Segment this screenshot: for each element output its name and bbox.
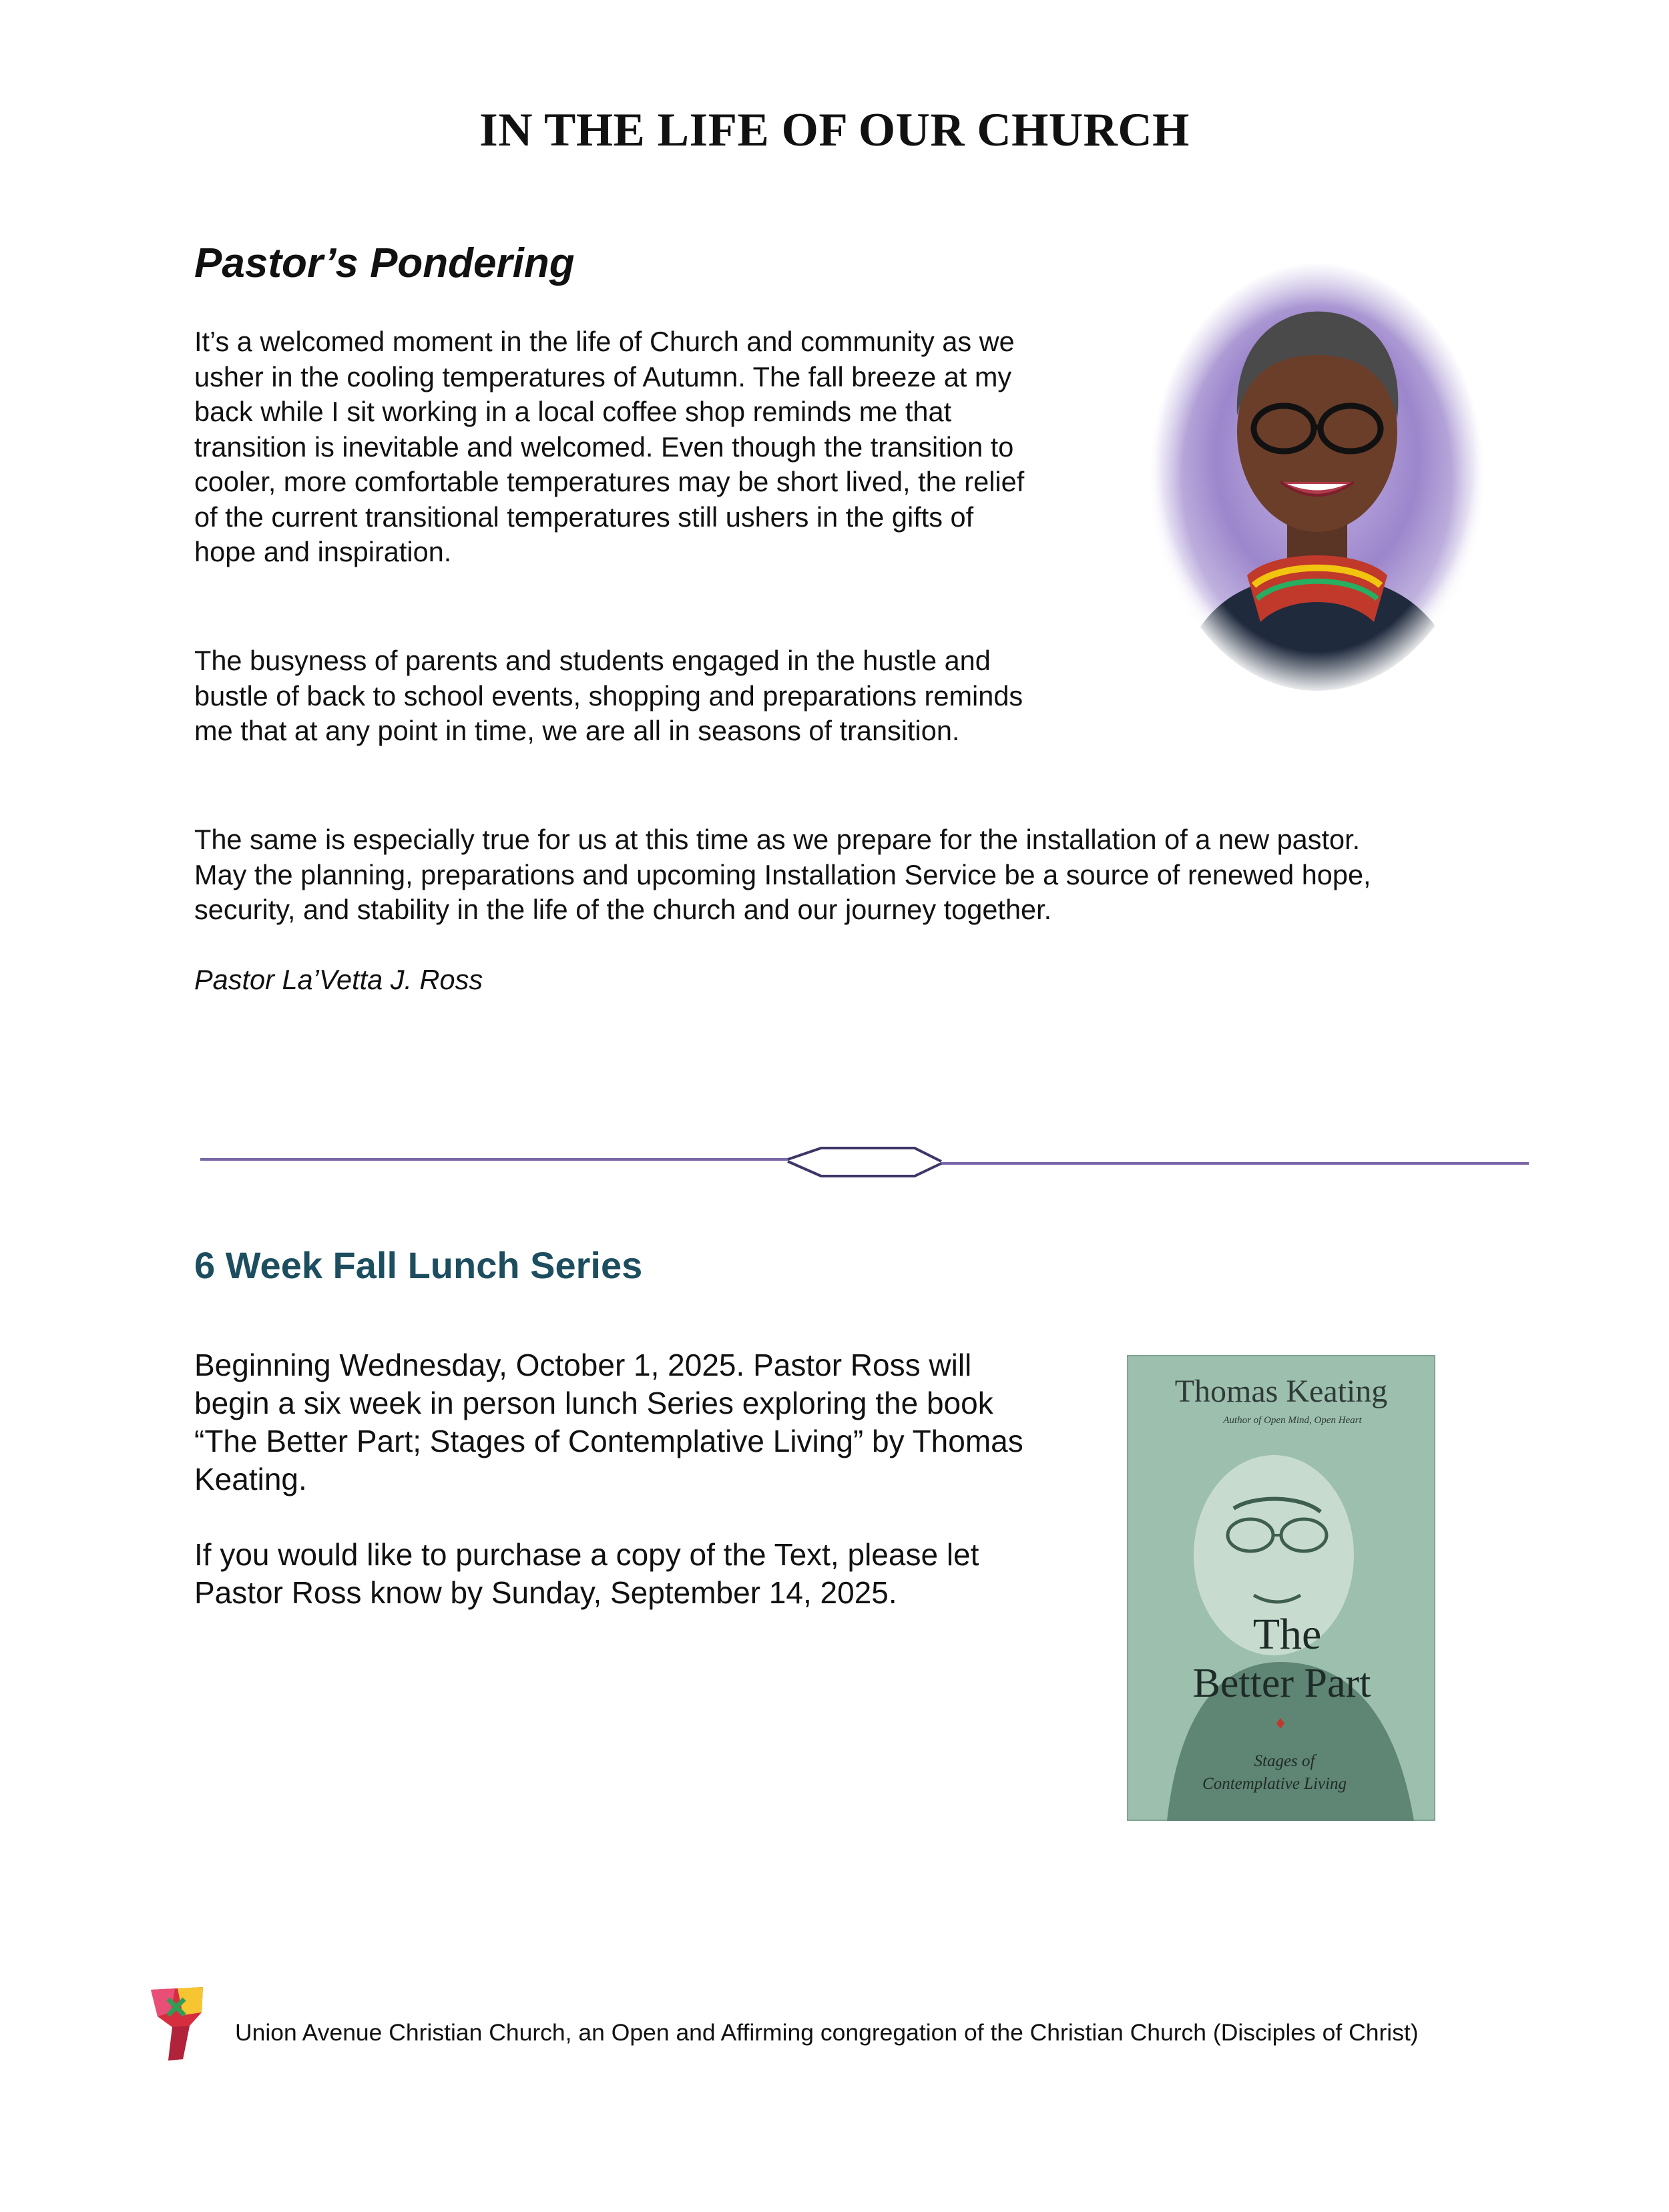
text-line: me that at any point in time, we are all in seasons of transition.: [194, 715, 960, 746]
pondering-paragraph-2: [194, 643, 1142, 749]
text-line: “The Better Part; Stages of Contemplative Living” by Thomas: [194, 1424, 1023, 1458]
text-line: security, and stability in the life of the church and our journey together.: [194, 894, 1052, 925]
text-line: hope and inspiration.: [194, 536, 452, 567]
text-line: usher in the cooling temperatures of Autumn. The fall breeze at my: [194, 360, 1012, 392]
section-divider: [200, 1135, 1529, 1195]
text-line: Pastor Ross know by Sunday, September 14, 2025.: [194, 1575, 897, 1610]
book-author-note: Author of Open Mind, Open Heart: [1223, 1415, 1362, 1426]
pondering-paragraph-1: [194, 324, 1142, 570]
lunch-series-heading: 6 Week Fall Lunch Series: [194, 1244, 643, 1286]
pastor-signature: Pastor La’Vetta J. Ross: [194, 964, 483, 995]
book-title-line2: Better Part: [1192, 1661, 1371, 1706]
book-cover: [1127, 1355, 1435, 1821]
text-line: begin a six week in person lunch Series exploring the book: [194, 1386, 993, 1420]
text-line: Beginning Wednesday, October 1, 2025. Pastor Ross will: [194, 1348, 972, 1382]
text-line: It’s a welcomed moment in the life of Church and community as we: [194, 326, 1015, 357]
pastor-portrait: [1147, 262, 1487, 696]
lunch-paragraph-2: [194, 1536, 1116, 1612]
text-line: May the planning, preparations and upcoming Installation Service be a source of renewed hope,: [194, 858, 1371, 890]
text-line: bustle of back to school events, shopping and preparations reminds: [194, 679, 1023, 712]
text-line: transition is inevitable and welcomed. Even though the transition to: [194, 431, 1014, 463]
book-subtitle-line2: Contemplative Living: [1202, 1775, 1347, 1793]
lunch-paragraph-1: [194, 1346, 1116, 1498]
pastors-pondering-heading: Pastor’s Pondering: [194, 240, 575, 286]
text-line: cooler, more comfortable temperatures may be short lived, the relief: [194, 466, 1025, 497]
book-author: Thomas Keating: [1174, 1374, 1388, 1409]
text-line: The same is especially true for us at this time as we prepare for the installation of a new pastor.: [194, 824, 1361, 855]
page-title: IN THE LIFE OF OUR CHURCH: [479, 104, 1190, 156]
text-line: If you would like to purchase a copy of the Text, please let: [194, 1537, 979, 1572]
text-line: Keating.: [194, 1462, 307, 1496]
footer-text: Union Avenue Christian Church, an Open and Affirming congregation of the Christian Church (Disciples of Christ): [235, 2019, 1419, 2046]
text-line: The busyness of parents and students engaged in the hustle and: [194, 645, 991, 676]
book-subtitle-line1: Stages of: [1254, 1752, 1315, 1770]
text-line: of the current transitional temperatures still ushers in the gifts of: [194, 501, 974, 533]
pondering-paragraph-3: [194, 822, 1503, 928]
book-title-line1: The: [1252, 1610, 1322, 1659]
disciples-chalice-logo: [148, 1986, 206, 2063]
text-line: back while I sit working in a local coffee shop reminds me that: [194, 396, 952, 427]
